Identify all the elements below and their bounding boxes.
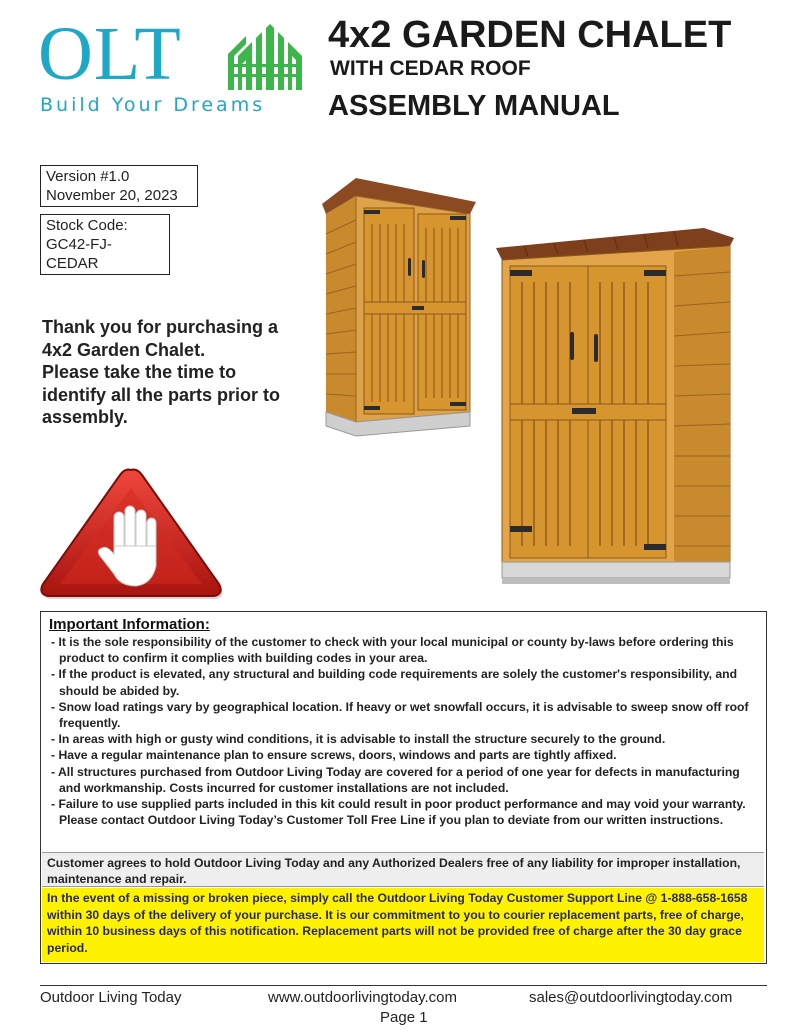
garden-chalet-angle-view-image (316, 174, 482, 444)
stop-hand-warning-icon (38, 466, 224, 600)
important-information-box (40, 611, 767, 964)
support-notice: In the event of a missing or broken piece, simply call the Outdoor Living Today Customer Support Line @ 1-888-658-1658 within 30 days of the delivery of your purchase. It is our commitment to you to courier replacement parts, free of charge, within 10 business days of this notification. Replacement parts will not be provided free of charge after the 30 day grace period. (42, 888, 764, 962)
intro-line: identify all the parts prior to (42, 384, 281, 405)
intro-text (42, 316, 312, 429)
liability-notice: Customer agrees to hold Outdoor Living Today and any Authorized Dealers free of any liability for improper installation, maintenance and repair. (42, 852, 764, 887)
info-item: - If the product is elevated, any structural and building code requirements are solely the customer's responsibility, and should be abided by. (47, 666, 761, 698)
intro-line: Thank you for purchasing a (42, 317, 279, 337)
version-date: November 20, 2023 (46, 187, 178, 204)
info-heading: Important Information: (49, 616, 210, 633)
info-item: - Snow load ratings vary by geographical location. If heavy or wet snowfall occurs, it is advisable to sweep snow off roof frequently. (47, 699, 761, 731)
product-subtitle: WITH CEDAR ROOF (330, 57, 531, 80)
info-item: - All structures purchased from Outdoor Living Today are covered for a period of one year for defects in manufacturing and workmanship. Costs incurred for customer installations are not included. (47, 764, 761, 796)
footer-divider (40, 985, 767, 986)
stock-code-value: GC42-FJ-CEDAR (46, 236, 112, 272)
document-type: ASSEMBLY MANUAL (328, 90, 620, 122)
info-item: - It is the sole responsibility of the customer to check with your local municipal or county by-laws before ordering this product to confirm it complies with building codes in your area. (47, 634, 761, 666)
logo-tagline: Build Your Dreams (40, 94, 266, 116)
footer-company: Outdoor Living Today (40, 989, 182, 1006)
info-item: - Have a regular maintenance plan to ensure screws, doors, windows and parts are tightly affixed. (47, 747, 761, 763)
info-list (47, 634, 761, 828)
footer-website-link[interactable]: www.outdoorlivingtoday.com (268, 989, 457, 1006)
garden-chalet-front-view-image (494, 226, 738, 602)
intro-line: 4x2 Garden Chalet. (42, 339, 206, 360)
footer-email-link[interactable]: sales@outdoorlivingtoday.com (529, 989, 733, 1006)
intro-line: Please take the time to (42, 362, 237, 382)
olt-logo (38, 14, 308, 114)
stock-code-box (40, 214, 170, 275)
info-item: - In areas with high or gusty wind conditions, it is advisable to install the structure securely to the ground. (47, 731, 761, 747)
house-grid-logo-icon (228, 24, 302, 90)
intro-line: assembly. (42, 407, 128, 427)
version-box (40, 165, 198, 207)
page-number: Page 1 (380, 1009, 428, 1026)
product-title: 4x2 GARDEN CHALET (328, 14, 732, 56)
logo-text: OLT (38, 12, 182, 96)
info-item: - Failure to use supplied parts included in this kit could result in poor product performance and may void your warranty. Please contact Outdoor Living Today’s Customer Toll Free Line if you plan to deviate from our written instructions. (47, 796, 761, 828)
version-number: Version #1.0 (46, 168, 130, 185)
stock-code-label: Stock Code: (46, 217, 128, 234)
